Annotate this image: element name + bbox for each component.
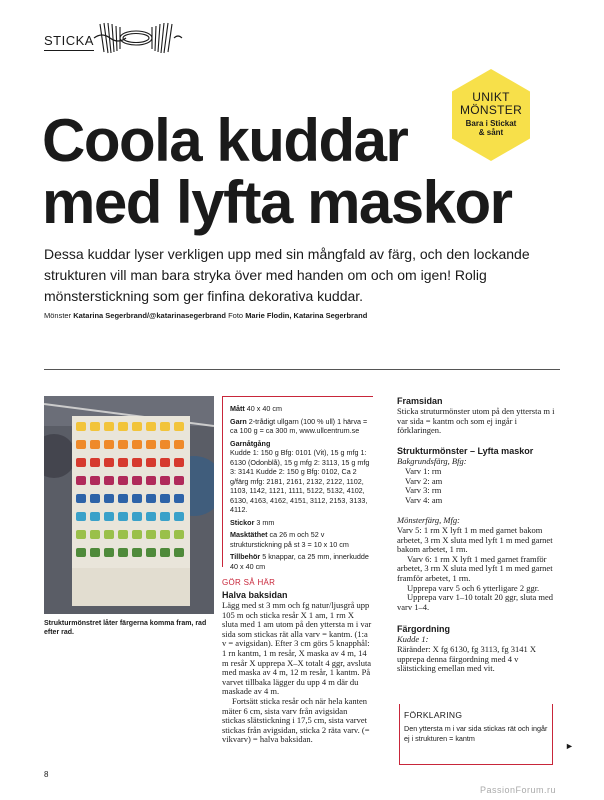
- knit-stitch: [118, 440, 128, 449]
- badge-line1: UNIKT: [472, 90, 510, 104]
- knit-stitch: [76, 440, 86, 449]
- knit-stitch: [90, 494, 100, 503]
- knit-stitch: [118, 476, 128, 485]
- knit-stitch: [160, 476, 170, 485]
- knit-stitch: [174, 494, 184, 503]
- knit-stitch: [146, 440, 156, 449]
- knit-stitch: [104, 494, 114, 503]
- badge-line3: Bara i Stickat & sånt: [465, 119, 517, 137]
- knit-stitch: [76, 458, 86, 467]
- knit-stitch: [174, 512, 184, 521]
- knit-stitch: [132, 494, 142, 503]
- knit-stitch: [160, 440, 170, 449]
- knit-stitch: [104, 440, 114, 449]
- knit-stitch: [118, 494, 128, 503]
- knit-stitch: [146, 494, 156, 503]
- knit-stitch: [118, 530, 128, 539]
- how-to-label: GÖR SÅ HÄR: [222, 578, 276, 587]
- knit-stitch: [132, 458, 142, 467]
- front-heading: Framsidan: [397, 396, 443, 406]
- knit-stitch: [76, 476, 86, 485]
- pattern-color-label: Mönsterfärg, Mfg:: [397, 515, 460, 525]
- knit-stitch: [160, 458, 170, 467]
- knit-stitch: [104, 548, 114, 557]
- knit-stitch: [132, 476, 142, 485]
- knit-stitch: [104, 458, 114, 467]
- knit-stitch: [132, 440, 142, 449]
- knit-stitch: [118, 512, 128, 521]
- knit-stitch: [160, 494, 170, 503]
- knit-stitch: [146, 458, 156, 467]
- knit-stitch: [146, 422, 156, 431]
- knit-stitch: [160, 422, 170, 431]
- watermark: PassionForum.ru: [480, 785, 557, 795]
- pattern-rows: Varv 5: 1 rm X lyft 1 m med garnet bakom arbetet, 3 rm X sluta med lyft 1 m med garnet bakom arbetet, 1 rm. Varv 6: 1 rm X lyft 1 med garnet framför arbetet, 3 rm X sluta med lyft 1 m med garnet framför arbetet, 1 rm. Upprepa varv 5 och 6 ytterligare 2 ggr. Upprepa varv 1–10 totalt 20 ggr, sluta med varv 1–4.: [397, 525, 554, 612]
- knit-stitch: [174, 458, 184, 467]
- front-text: Sticka struturmönster utom på den yttersta m i var sida = kantm och som ej ingår i förklaringen.: [397, 406, 555, 436]
- knit-stitch: [118, 422, 128, 431]
- knit-stitch: [174, 440, 184, 449]
- knit-stitch: [132, 530, 142, 539]
- knit-stitch: [146, 512, 156, 521]
- explanation-title: FÖRKLARING: [404, 710, 463, 720]
- yarn-skein-icon: [92, 18, 184, 63]
- knit-stitch: [146, 530, 156, 539]
- knit-stitch: [132, 512, 142, 521]
- knit-stitch: [132, 548, 142, 557]
- knit-stitch: [104, 530, 114, 539]
- knit-stitch: [90, 512, 100, 521]
- section-label: STICKA: [44, 33, 94, 48]
- pillow-label: Kudde 1:: [397, 634, 429, 644]
- knit-stitch: [104, 476, 114, 485]
- color-order-text: Räränder: X fg 6130, fg 3113, fg 3141 X upprepa denna färgordning med 4 v slätsticking emellan med vit.: [397, 644, 536, 674]
- knit-stitch: [160, 548, 170, 557]
- knit-stitch: [118, 548, 128, 557]
- knit-stitch: [90, 530, 100, 539]
- knit-stitch: [90, 422, 100, 431]
- knit-stitch: [174, 530, 184, 539]
- back-half-text: Lägg med st 3 mm och fg natur/ljusgrå upp 105 m och sticka resår X 1 am, 1 rm X sluta med 1 am utom på den yttersta m i var sida som stickas rät alla varv = kantm. (1:a v = avigsidan). Efter 3 cm görs 5 knapphål: 1 rn kantm, 1 m resår, X maska av 4 m, 14 m resår X upprepa X–X totalt 4 ggr, avsluta med maska av 4 m, 12 m resår, 1 kantm. På varvet tillbaka lägger du upp 4 m där du maskade av 4 m. Fortsätt sticka resår och när hela kanten mäter 6 cm, sista varv från avigsidan stickas slätstickning i 17,5 cm, sista varvet stickas från avigsidan, sticka 2 räta varv. (= vikvarv) = halva baksidan.: [222, 600, 372, 745]
- knit-stitch: [160, 512, 170, 521]
- knit-stitch: [76, 422, 86, 431]
- structure-heading: Strukturmönster – Lyfta maskor: [397, 446, 534, 456]
- knit-stitch: [90, 476, 100, 485]
- knit-stitch: [146, 476, 156, 485]
- knit-stitch: [76, 530, 86, 539]
- knit-stitch: [104, 422, 114, 431]
- explanation-text: Den yttersta m i var sida stickas rät och ingår ej i strukturen = kantm: [404, 724, 548, 743]
- knit-stitch: [104, 512, 114, 521]
- header-rule: [44, 50, 94, 51]
- intro-text: Dessa kuddar lyser verkligen upp med sin mångfald av färg, och den lockande strukturen vill man bara stryka över med handen om och om igen! Rolig mönsterstickning som ger finfina dekorativa kuddar.: [44, 246, 530, 304]
- knit-stitch: [76, 548, 86, 557]
- knit-stitch: [76, 512, 86, 521]
- knitting-photo: [44, 396, 214, 614]
- knit-stitch: [174, 476, 184, 485]
- knit-stitch: [160, 530, 170, 539]
- page-title: Coola kuddar med lyfta maskor: [42, 107, 512, 236]
- page-number: 8: [44, 770, 49, 779]
- knit-stitch: [146, 548, 156, 557]
- knit-stitch: [118, 458, 128, 467]
- knit-stitch: [174, 422, 184, 431]
- knit-stitch: [90, 458, 100, 467]
- background-color-label: Bakgrundsfärg, Bfg:: [397, 456, 467, 466]
- credits: Mönster Katarina Segerbrand/@katarinasegerbrand Foto Marie Flodin, Katarina Segerbrand: [44, 311, 368, 320]
- knit-stitch: [90, 440, 100, 449]
- back-half-heading: Halva baksidan: [222, 590, 288, 600]
- knit-stitch: [76, 494, 86, 503]
- knit-stitch: [90, 548, 100, 557]
- divider: [44, 369, 560, 370]
- badge-line2: MÖNSTER: [459, 103, 523, 117]
- knit-stitch: [174, 548, 184, 557]
- background-rows: Varv 1: rm Varv 2: am Varv 3: rm Varv 4: am: [405, 466, 443, 505]
- color-order-heading: Färgordning: [397, 624, 450, 634]
- materials-list: Mått 40 x 40 cm Garn 2-trådigt ullgarn (100 % ull) 1 härva = ca 100 g = ca 300 m, www.ullcentrum.se Garnåtgång Kudde 1: 150 g Bfg: 0101 (Vit), 15 g mfg 1: 6130 (Odonblå), 15 g mfg 2: 3113, 15 g mfg 3: 3141 Kudde 2: 150 g Bfg: 0102, Ca 2 g/färg mfg: 2181, 2161, 2132, 2122, 1102, 1103, 1142, 1121, 1111, 5122, 5132, 4102, 6130, 4163, 4162, 4151, 3112, 2153, 3133, 4112. Stickor 3 mm Masktäthet ca 26 m och 52 v strukturstickning på st 3 = 10 x 10 cm Tillbehör 5 knappar, ca 25 mm, innerkudde 40 x 40 cm: [230, 404, 370, 571]
- photo-caption: Strukturmönstret låter färgerna komma fram, rad efter rad.: [44, 620, 207, 636]
- continue-arrow-icon: ►: [565, 741, 574, 751]
- knit-stitch: [132, 422, 142, 431]
